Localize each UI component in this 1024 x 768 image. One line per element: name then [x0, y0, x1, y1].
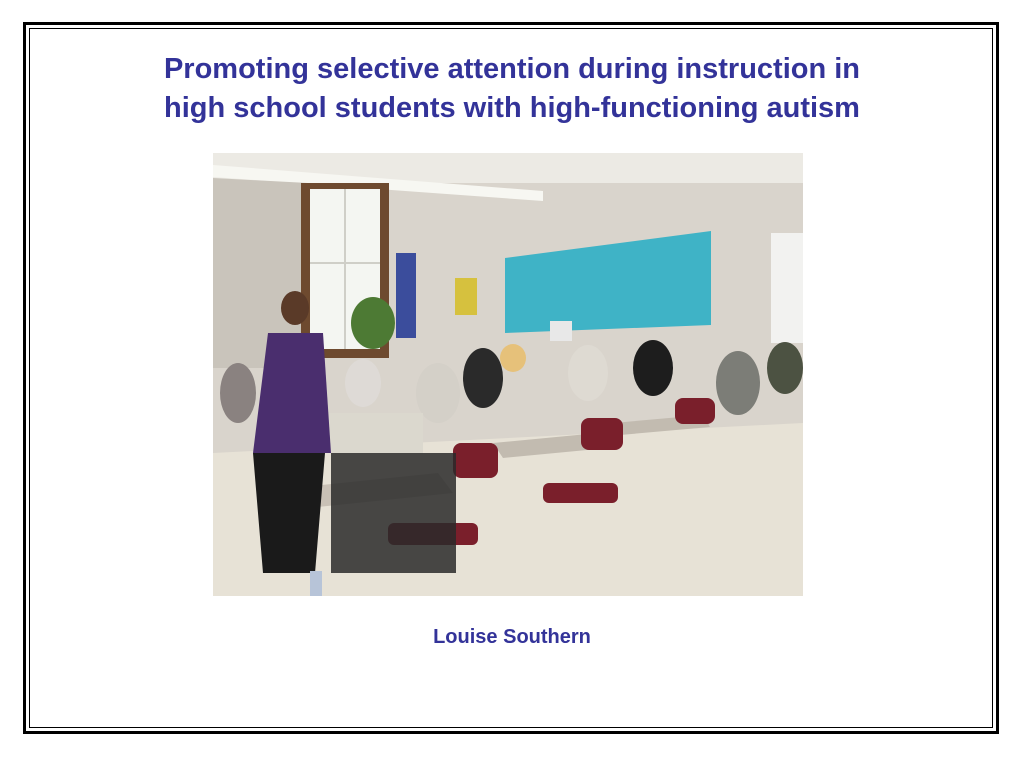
classroom-photo: [213, 153, 803, 596]
slide-title: [60, 50, 964, 128]
title-line-2: high school students with high-functioning autism: [164, 92, 860, 124]
title-line-1: Promoting selective attention during instruction in: [163, 53, 861, 85]
author-name: Louise Southern: [433, 626, 591, 648]
